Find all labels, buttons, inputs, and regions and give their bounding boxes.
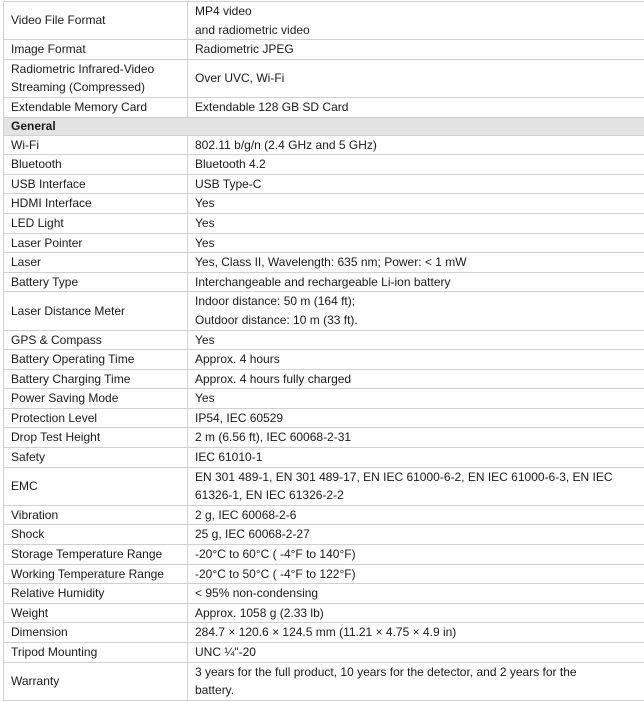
spec-value-line: battery. [195, 683, 235, 698]
spec-row [4, 564, 644, 584]
spec-row [4, 389, 644, 409]
spec-row [4, 292, 644, 330]
spec-value-line: 2 m (6.56 ft), IEC 60068-2-31 [195, 430, 352, 445]
spec-row [4, 623, 644, 643]
spec-label: HDMI Interface [4, 194, 188, 214]
spec-row [4, 643, 644, 663]
spec-label: Battery Operating Time [4, 350, 188, 370]
spec-value-line: -20°C to 60°C ( -4°F to 140°F) [195, 547, 356, 562]
spec-value-line: USB Type-C [195, 176, 262, 191]
spec-label: Extendable Memory Card [4, 97, 188, 117]
spec-value [188, 643, 644, 663]
section-header-row [4, 117, 644, 135]
spec-value [188, 545, 644, 565]
spec-value [188, 272, 644, 292]
spec-value [188, 389, 644, 409]
spec-row [4, 2, 644, 40]
spec-label: Shock [4, 525, 188, 545]
spec-value [188, 213, 644, 233]
spec-label: Working Temperature Range [4, 564, 188, 584]
spec-value-line: Approx. 4 hours fully charged [195, 371, 352, 386]
spec-value-line: Interchangeable and rechargeable Li-ion battery [195, 274, 451, 289]
spec-value-line: 2 g, IEC 60068-2-6 [195, 507, 297, 522]
spec-row [4, 253, 644, 273]
spec-value [188, 584, 644, 604]
spec-label: Laser Pointer [4, 233, 188, 253]
spec-row [4, 272, 644, 292]
spec-value [188, 505, 644, 525]
spec-value-line: Approx. 4 hours [195, 352, 280, 367]
spec-row [4, 350, 644, 370]
spec-value [188, 194, 644, 214]
spec-value [188, 233, 644, 253]
spec-value-line: 61326-1, EN IEC 61326-2-2 [195, 488, 344, 503]
spec-label: GPS & Compass [4, 330, 188, 350]
spec-table [3, 1, 644, 701]
spec-label: Relative Humidity [4, 584, 188, 604]
spec-label: Laser [4, 253, 188, 273]
spec-label: USB Interface [4, 174, 188, 194]
spec-value-line: Extendable 128 GB SD Card [195, 99, 349, 114]
spec-row [4, 97, 644, 117]
spec-value-line: 284.7 × 120.6 × 124.5 mm (11.21 × 4.75 × 4.9 in) [195, 625, 457, 640]
spec-row [4, 174, 644, 194]
spec-value-line: IP54, IEC 60529 [195, 410, 284, 425]
spec-value [188, 135, 644, 155]
spec-value [188, 174, 644, 194]
spec-value [188, 350, 644, 370]
spec-label: Drop Test Height [4, 428, 188, 448]
spec-label: Warranty [4, 662, 188, 700]
spec-row [4, 40, 644, 60]
spec-label: Tripod Mounting [4, 643, 188, 663]
spec-value-line: Yes, Class II, Wavelength: 635 nm; Power: < 1 mW [195, 255, 467, 270]
spec-value [188, 330, 644, 350]
spec-label: Vibration [4, 505, 188, 525]
spec-value [188, 40, 644, 60]
spec-row [4, 369, 644, 389]
spec-label: Power Saving Mode [4, 389, 188, 409]
spec-row [4, 545, 644, 565]
spec-value-line: 25 g, IEC 60068-2-27 [195, 527, 310, 542]
spec-value [188, 292, 644, 330]
spec-table-body [4, 2, 644, 701]
spec-value-line: 802.11 b/g/n (2.4 GHz and 5 GHz) [195, 137, 377, 152]
spec-row [4, 408, 644, 428]
spec-label: LED Light [4, 213, 188, 233]
spec-value-line: Radiometric JPEG [195, 42, 294, 57]
spec-value-line: Approx. 1058 g (2.33 lb) [195, 605, 324, 620]
spec-label: Storage Temperature Range [4, 545, 188, 565]
spec-row [4, 213, 644, 233]
spec-row [4, 194, 644, 214]
spec-value [188, 253, 644, 273]
spec-label: Laser Distance Meter [4, 292, 188, 330]
spec-value-line: Yes [195, 332, 215, 347]
spec-row [4, 467, 644, 505]
spec-row [4, 525, 644, 545]
spec-value-line: UNC ¼"-20 [195, 645, 256, 659]
spec-row [4, 662, 644, 700]
spec-label: Safety [4, 448, 188, 468]
spec-row [4, 584, 644, 604]
spec-label: Weight [4, 603, 188, 623]
spec-row [4, 59, 644, 97]
spec-value-line: 3 years for the full product, 10 years for the detector, and 2 years for the [195, 664, 577, 679]
spec-label: Battery Charging Time [4, 369, 188, 389]
spec-value [188, 369, 644, 389]
spec-row [4, 603, 644, 623]
spec-value-line: Indoor distance: 50 m (164 ft); [195, 294, 356, 309]
spec-label: Video File Format [4, 2, 188, 40]
spec-row [4, 448, 644, 468]
spec-row [4, 135, 644, 155]
spec-label: Image Format [4, 40, 188, 60]
spec-value [188, 662, 644, 700]
spec-value-line: < 95% non-condensing [195, 586, 319, 601]
spec-row [4, 428, 644, 448]
spec-value-line: Over UVC, Wi-Fi [195, 71, 285, 86]
spec-value-line: -20°C to 50°C ( -4°F to 122°F) [195, 566, 356, 581]
spec-label: EMC [4, 467, 188, 505]
spec-value [188, 408, 644, 428]
spec-value [188, 155, 644, 175]
spec-value [188, 448, 644, 468]
spec-row [4, 155, 644, 175]
spec-row [4, 233, 644, 253]
spec-value-line: EN 301 489-1, EN 301 489-17, EN IEC 61000-6-2, EN IEC 61000-6-3, EN IEC [195, 469, 613, 484]
spec-row [4, 330, 644, 350]
spec-value [188, 564, 644, 584]
spec-row [4, 505, 644, 525]
spec-value [188, 467, 644, 505]
spec-value [188, 97, 644, 117]
spec-value [188, 428, 644, 448]
spec-label: Battery Type [4, 272, 188, 292]
spec-label: Wi-Fi [4, 135, 188, 155]
spec-value [188, 623, 644, 643]
spec-value-line: Yes [195, 391, 215, 406]
spec-label: Dimension [4, 623, 188, 643]
spec-label: Bluetooth [4, 155, 188, 175]
spec-value-line: IEC 61010-1 [195, 450, 263, 465]
spec-value-line: Outdoor distance: 10 m (33 ft). [195, 312, 358, 327]
section-title: General [4, 117, 644, 135]
spec-value-line: Yes [195, 215, 215, 230]
spec-value-line: Yes [195, 235, 215, 250]
spec-value-line: and radiometric video [195, 22, 310, 37]
spec-value-line: MP4 video [195, 4, 252, 18]
spec-value [188, 603, 644, 623]
spec-label: Radiometric Infrared-Video Streaming (Compressed) [4, 59, 188, 97]
spec-value [188, 2, 644, 40]
spec-value [188, 525, 644, 545]
spec-value [188, 59, 644, 97]
spec-value-line: Yes [195, 196, 215, 211]
spec-value-line: Bluetooth 4.2 [195, 157, 266, 172]
spec-label: Protection Level [4, 408, 188, 428]
